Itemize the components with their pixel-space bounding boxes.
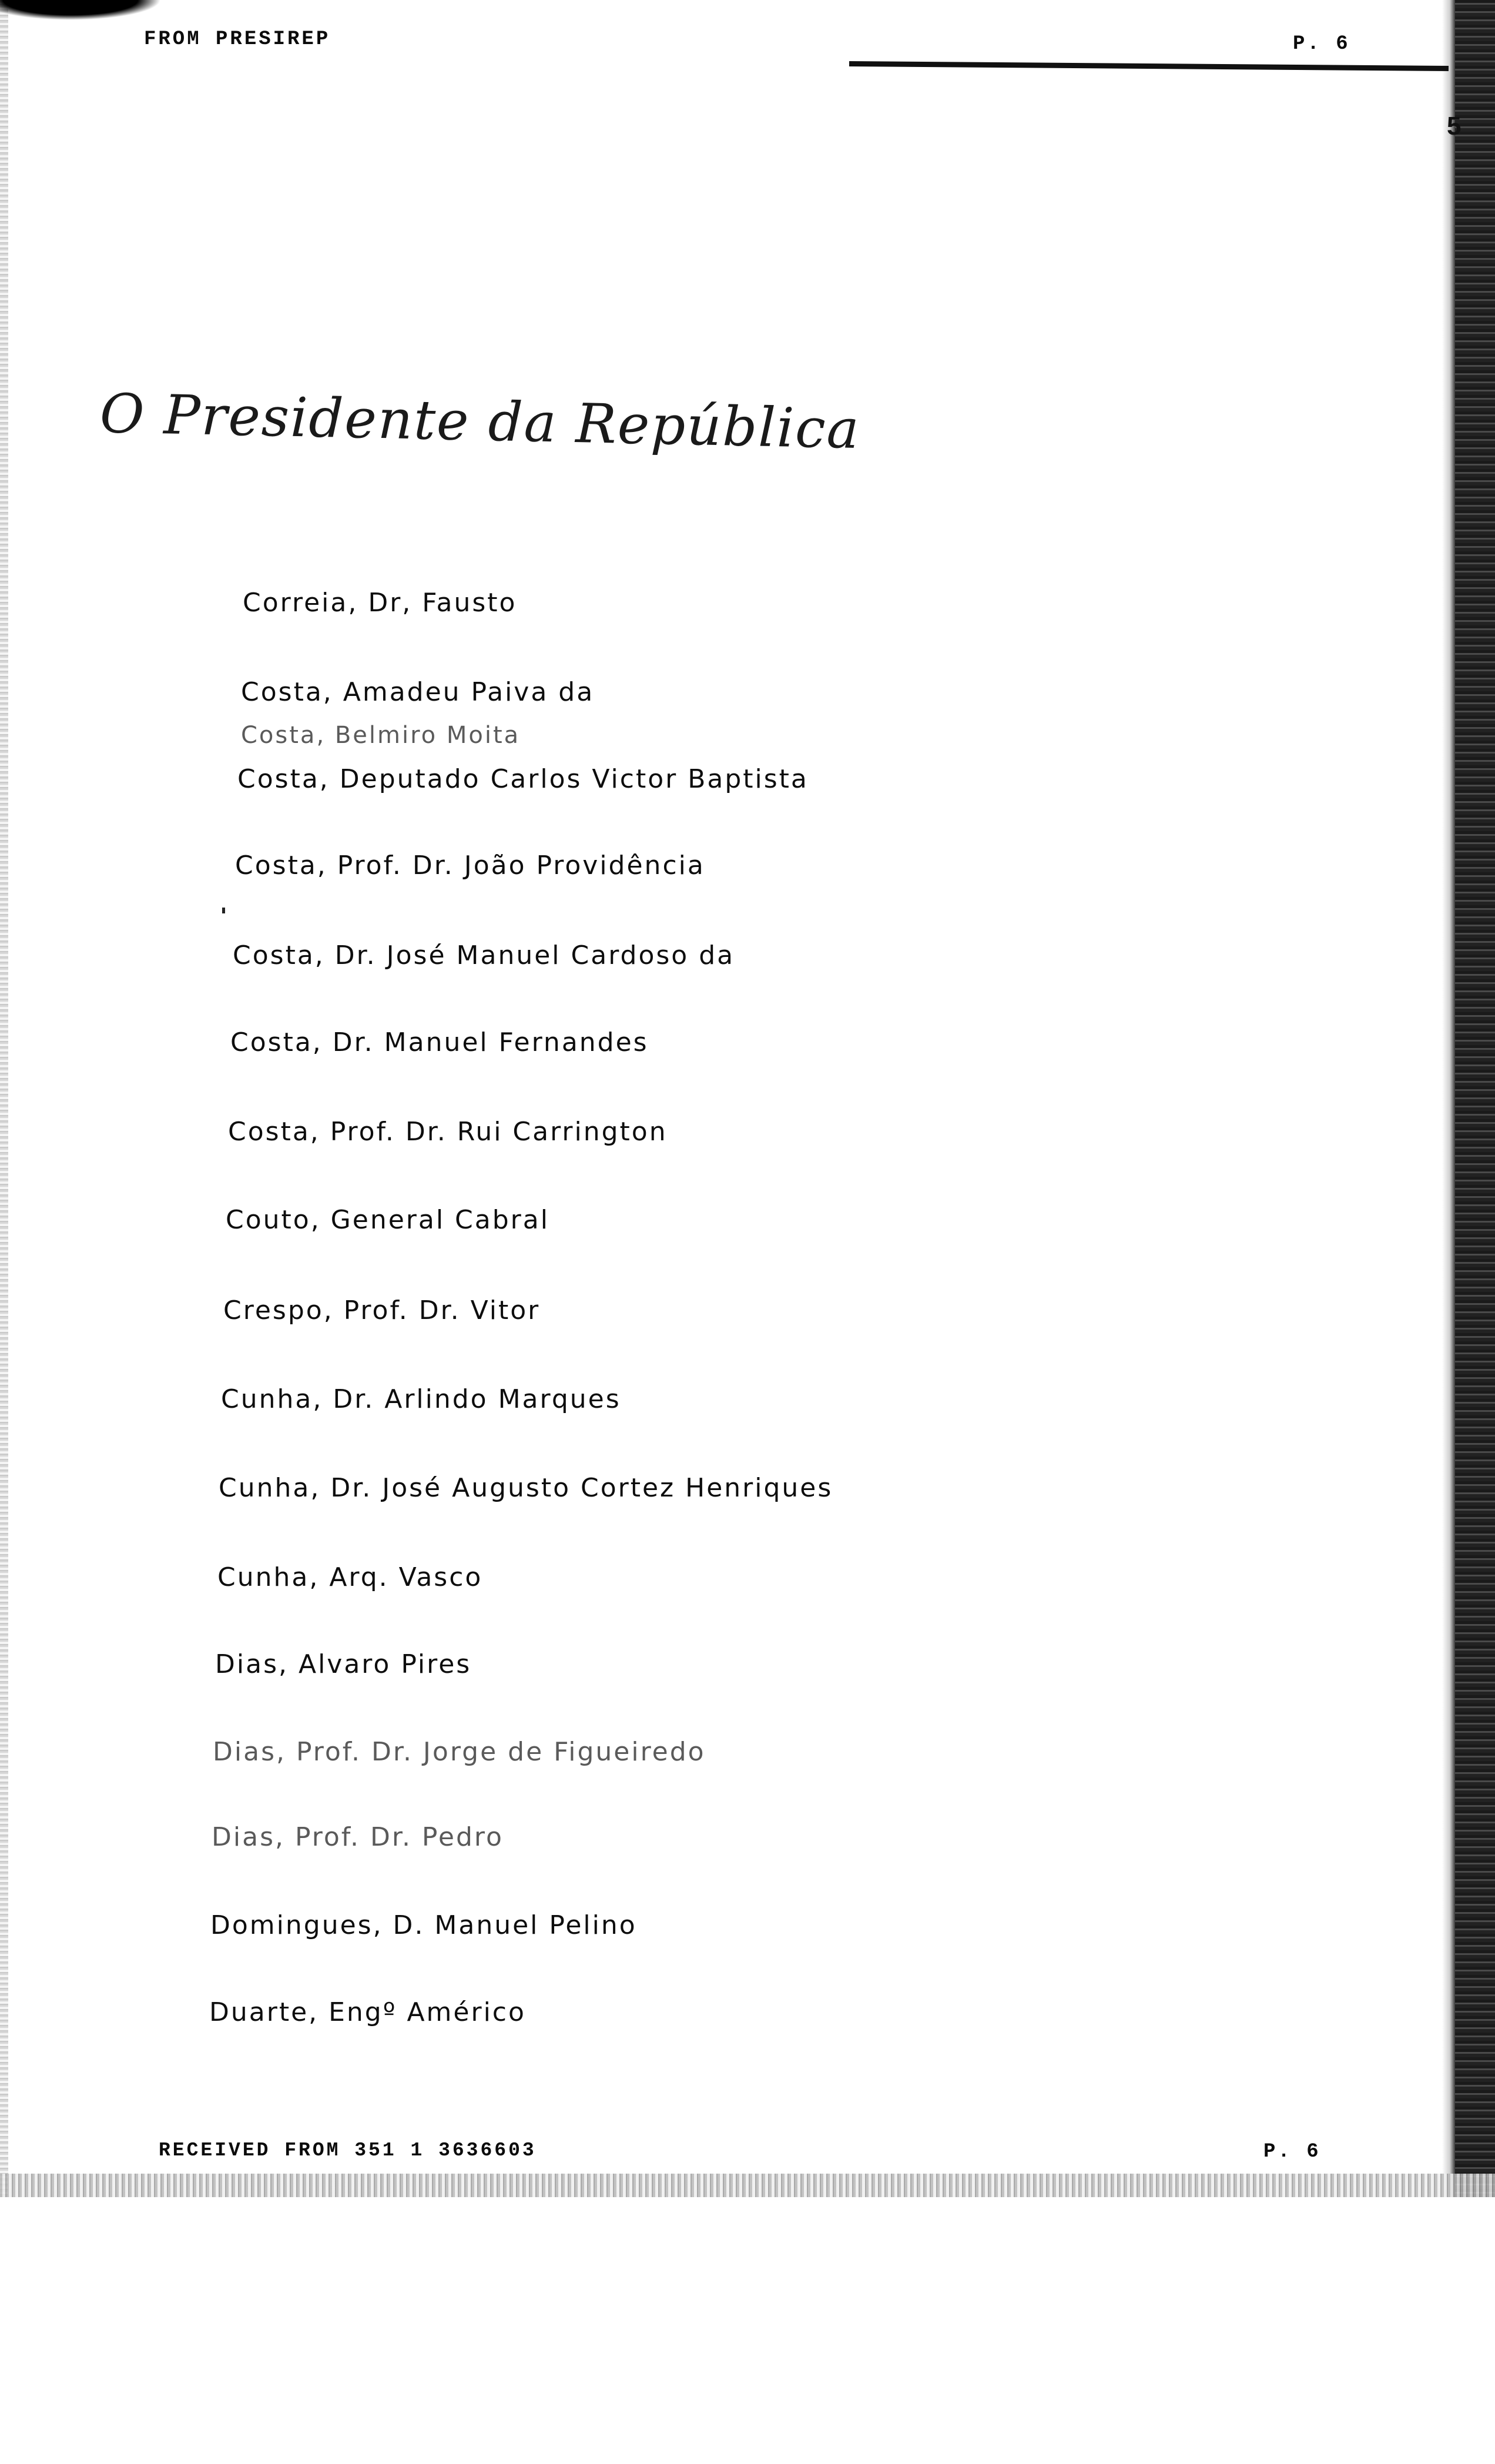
list-item: Costa, Prof. Dr. João Providência xyxy=(235,851,705,881)
list-item: Costa, Amadeu Paiva da xyxy=(241,677,595,707)
fax-header-sender: FROM PRESIREP xyxy=(144,28,331,51)
fax-footer-received: RECEIVED FROM 351 1 3636603 xyxy=(159,2140,537,2161)
scan-left-edge xyxy=(0,0,8,2197)
scan-right-edge xyxy=(1455,0,1495,2197)
scan-bottom-edge xyxy=(0,2174,1495,2197)
side-page-mark: 5 xyxy=(1447,112,1462,140)
list-item: Dias, Prof. Dr. Pedro xyxy=(212,1822,504,1852)
fax-header-page-number: P. 6 xyxy=(1293,33,1350,55)
stray-mark xyxy=(222,908,225,913)
list-item: Domingues, D. Manuel Pelino xyxy=(210,1910,637,1940)
list-item: Correia, Dr, Fausto xyxy=(243,588,517,618)
scan-corner-blot xyxy=(0,0,176,24)
list-item: Crespo, Prof. Dr. Vitor xyxy=(223,1295,541,1325)
letterhead-title: O Presidente da República xyxy=(99,382,861,461)
list-item: Costa, Dr. José Manuel Cardoso da xyxy=(233,940,735,970)
list-item: Dias, Prof. Dr. Jorge de Figueiredo xyxy=(213,1737,706,1767)
list-item: Duarte, Engº Américo xyxy=(209,1997,526,2027)
list-item: Cunha, Dr. Arlindo Marques xyxy=(221,1384,621,1414)
fax-footer-page-number: P. 6 xyxy=(1263,2141,1321,2163)
list-item: Costa, Deputado Carlos Victor Baptista xyxy=(237,764,809,794)
list-item: Costa, Prof. Dr. Rui Carrington xyxy=(228,1117,668,1147)
scan-right-shadow xyxy=(1442,0,1455,2197)
list-item: Cunha, Dr. José Augusto Cortez Henriques xyxy=(219,1473,833,1503)
header-rule xyxy=(849,61,1449,71)
list-item: Cunha, Arq. Vasco xyxy=(217,1562,483,1592)
list-item: Dias, Alvaro Pires xyxy=(215,1649,472,1679)
list-item: Couto, General Cabral xyxy=(226,1205,549,1235)
list-item: Costa, Dr. Manuel Fernandes xyxy=(230,1027,649,1057)
list-item: Costa, Belmiro Moita xyxy=(241,722,521,749)
